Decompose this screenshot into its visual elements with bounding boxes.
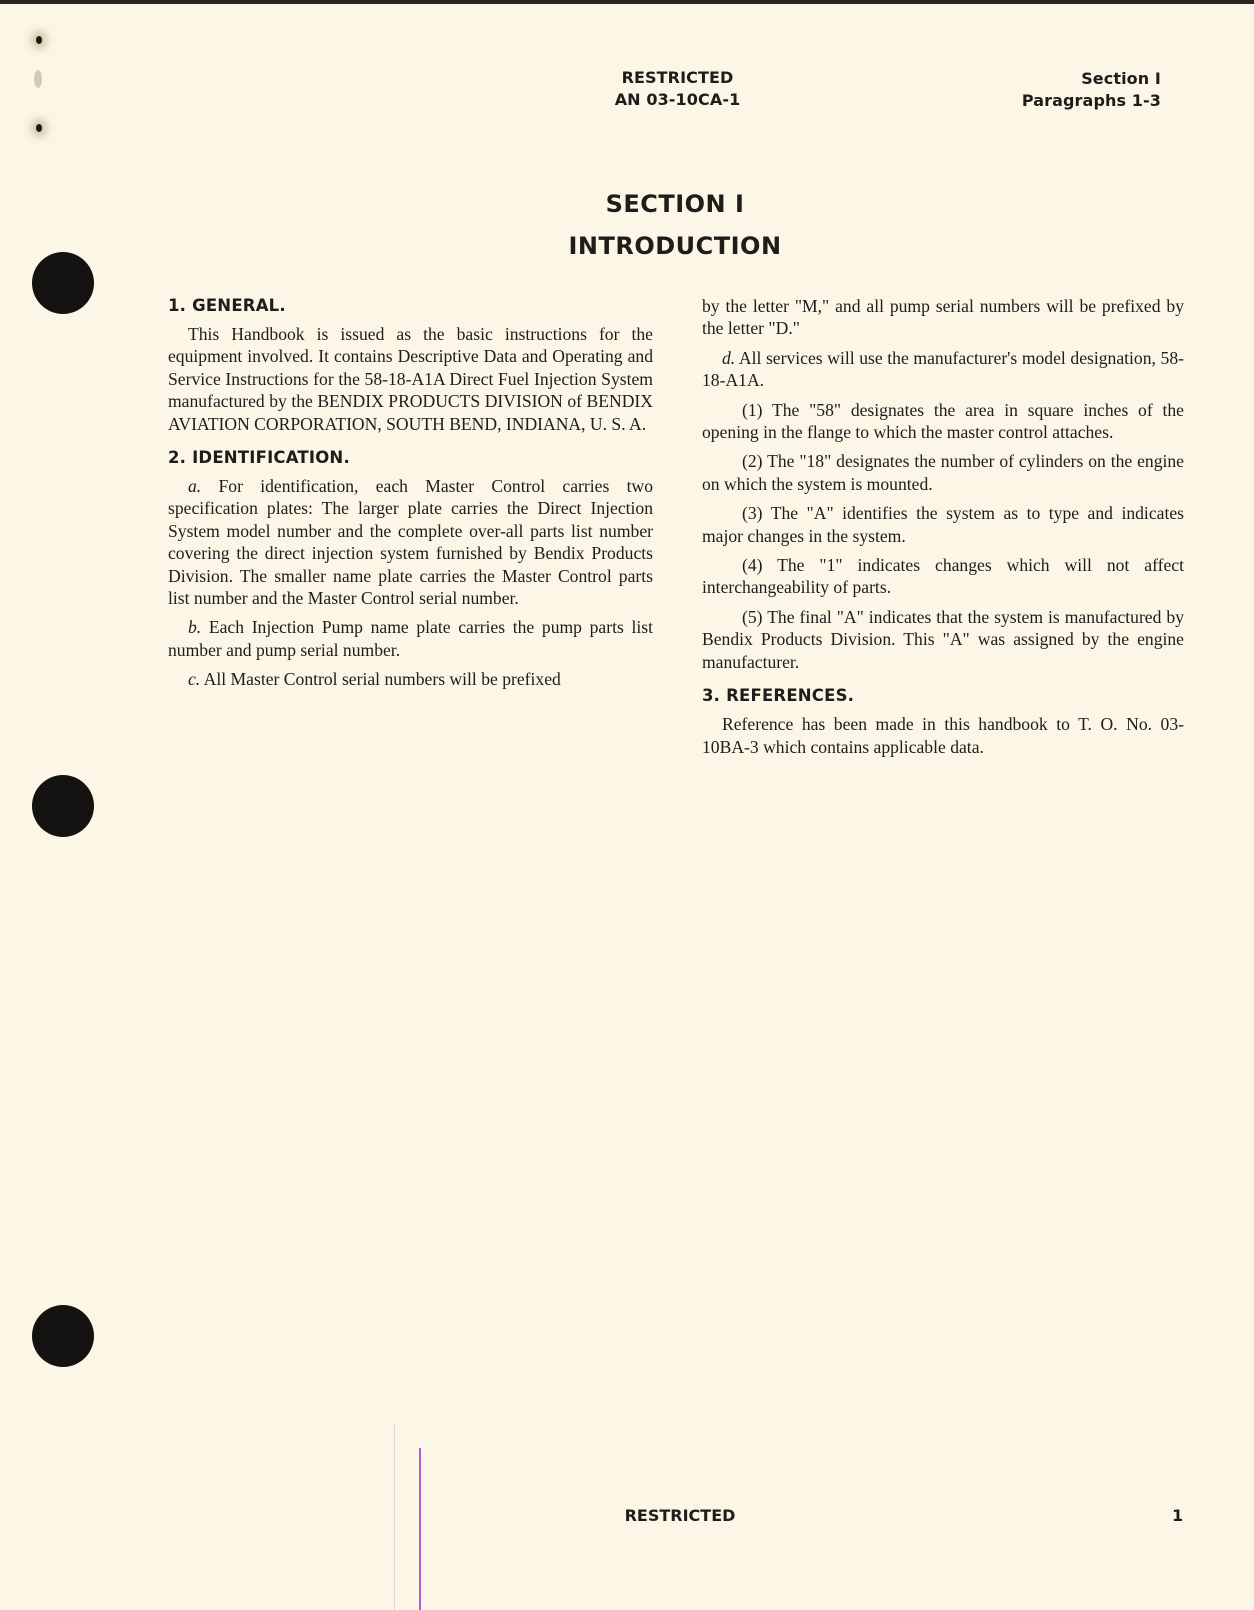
- subitem-text: The "18" designates the number of cylinders on the engine on which the system is mounted.: [702, 451, 1184, 494]
- header-section: Section I: [1081, 69, 1161, 88]
- punch-hole-middle: [32, 775, 94, 837]
- subparagraph-4: [702, 554, 1184, 599]
- paragraph-references: Reference has been made in this handbook to T. O. No. 03-10BA-3 which contains applicable data.: [702, 714, 1184, 757]
- item-text: All services will use the manufacturer's model designation, 58-18-A1A.: [702, 347, 1184, 391]
- scan-artifact-line: [419, 1448, 421, 1610]
- header-paragraphs: Paragraphs 1-3: [1021, 91, 1161, 110]
- subparagraph-5: [702, 606, 1184, 673]
- paragraph-identification-b: [168, 616, 653, 661]
- staple-mark: [36, 124, 42, 132]
- subitem-text: The "A" identifies the system as to type and indicates major changes in the system.: [702, 503, 1184, 546]
- subitem-text: The "1" indicates changes which will not affect interchangeability of parts.: [702, 555, 1184, 598]
- header-right: [1022, 68, 1161, 112]
- item-label: c.: [188, 669, 201, 690]
- subitem-text: The "58" designates the area in square inches of the opening in the flange to which the master control attaches.: [702, 399, 1184, 443]
- right-column: [702, 295, 1184, 765]
- footer-classification: RESTRICTED: [624, 1506, 736, 1525]
- paragraph-identification-d: [702, 347, 1184, 392]
- paragraph-identification-c-continued: by the letter "M," and all pump serial numbers will be prefixed by the letter "D.": [702, 296, 1184, 339]
- paragraph-general: This Handbook is issued as the basic instructions for the equipment involved. It contains Descriptive Data and Operating and Service Instructions for the 58-18-A1A Direct Fuel Injection System manufactured by the BENDIX PRODUCTS DIVISION of BENDIX AVIATION CORPORATION, SOUTH BEND, INDIANA, U. S. A.: [168, 324, 653, 434]
- subitem-text: The final "A" indicates that the system is manufactured by Bendix Products Division. This "A" was assigned by the engine manufacturer.: [702, 606, 1184, 672]
- heading-references: 3. REFERENCES.: [702, 686, 855, 706]
- subparagraph-3: [702, 502, 1184, 547]
- subitem-label: (3): [742, 503, 763, 524]
- header-document-number: AN 03-10CA-1: [614, 90, 741, 109]
- subparagraph-1: [702, 399, 1184, 444]
- item-label: b.: [188, 617, 202, 638]
- subitem-label: (4): [742, 555, 763, 576]
- item-label: d.: [722, 347, 736, 368]
- subitem-label: (1): [742, 399, 763, 420]
- item-label: a.: [188, 476, 202, 497]
- heading-general: 1. GENERAL.: [168, 296, 286, 315]
- heading-identification: 2. IDENTIFICATION.: [168, 448, 350, 468]
- staple-mark: [36, 36, 42, 44]
- smudge-mark: [34, 70, 42, 88]
- item-text: All Master Control serial numbers will be prefixed: [203, 669, 561, 690]
- subitem-label: (5): [742, 606, 763, 627]
- section-title: SECTION I: [605, 190, 745, 218]
- punch-hole-bottom: [32, 1305, 94, 1367]
- paragraph-identification-c: [168, 668, 653, 690]
- subitem-label: (2): [742, 451, 763, 472]
- scan-top-edge: [0, 0, 1254, 4]
- header-center: [580, 67, 775, 111]
- paragraph-identification-a: [168, 475, 653, 609]
- punch-hole-top: [32, 252, 94, 314]
- header-classification: RESTRICTED: [621, 68, 734, 87]
- page-number: 1: [1172, 1506, 1184, 1525]
- item-text: For identification, each Master Control carries two specification plates: The larger plate carries the Direct Injection System model number and the complete over-all parts list number covering the direct injection system furnished by Bendix Products Division. The smaller name plate carries the Master Control parts list number and the Master Control serial number.: [168, 476, 653, 609]
- item-text: Each Injection Pump name plate carries the pump parts list number and pump serial number.: [168, 617, 654, 660]
- scan-artifact-line: [394, 1424, 395, 1610]
- section-subtitle: INTRODUCTION: [568, 232, 782, 260]
- subparagraph-2: [702, 450, 1184, 495]
- left-column: [168, 295, 653, 698]
